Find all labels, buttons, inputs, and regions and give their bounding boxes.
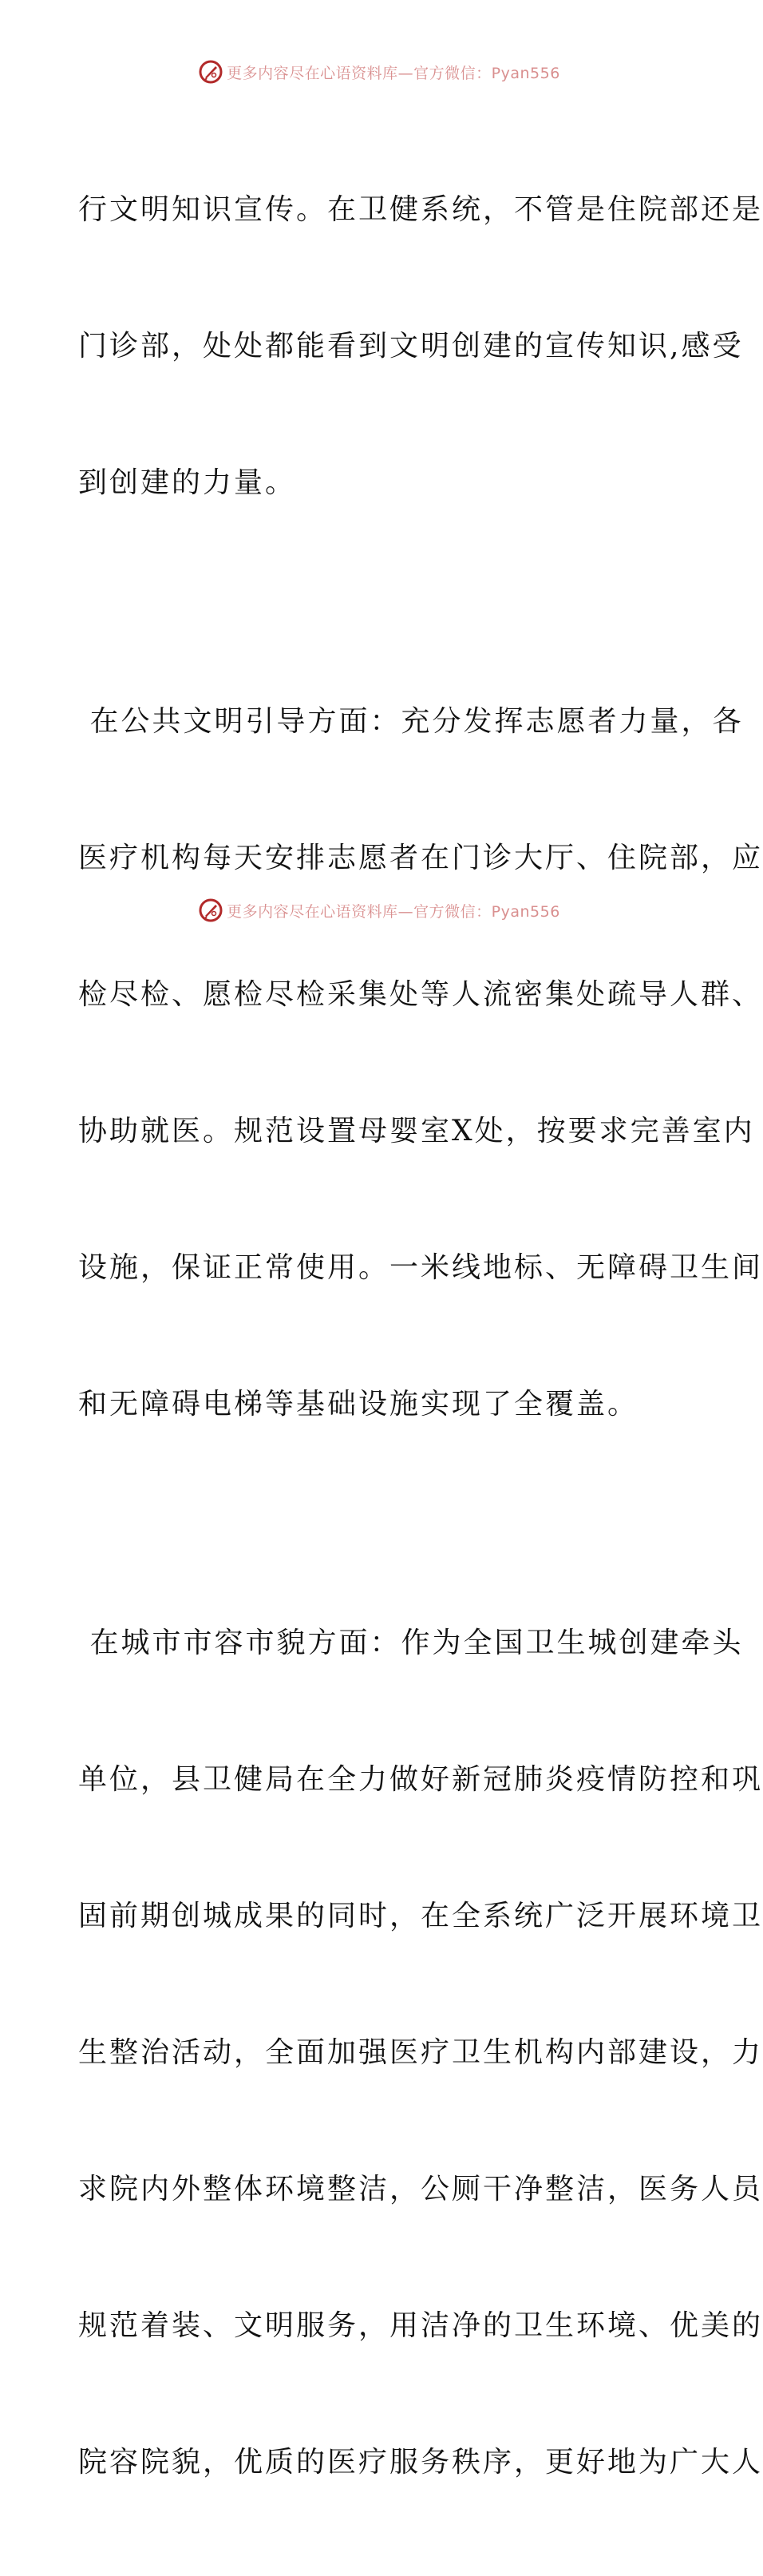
text-line: 设施，保证正常使用。一米线地标、无障碍卫生间 — [78, 1251, 763, 1284]
paragraph-3 — [78, 1529, 763, 2576]
text-line: 求院内外整体环境整洁，公厕干净整洁，医务人员 — [78, 2173, 763, 2205]
text-line: 在城市市容市貌方面：作为全国卫生城创建牵头 — [78, 1627, 744, 1659]
text-line: 和无障碍电梯等基础设施实现了全覆盖。 — [78, 1388, 639, 1421]
text-line: 医疗机构每天安排志愿者在门诊大厅、住院部，应 — [78, 842, 763, 874]
text-line: 协助就医。规范设置母婴室X处，按要求完善室内 — [78, 1115, 755, 1147]
document-body — [78, 96, 763, 2576]
text-line: 到创建的力量。 — [78, 466, 297, 499]
text-line: 生整治活动，全面加强医疗卫生机构内部建设，力 — [78, 2036, 763, 2069]
text-line: 在公共文明引导方面：充分发挥志愿者力量，各 — [78, 705, 744, 738]
feather-pen-logo-icon — [198, 898, 223, 923]
text-line: 行文明知识宣传。在卫健系统，不管是住院部还是 — [78, 193, 763, 226]
text-line: 院容院貌，优质的医疗服务秩序，更好地为广大人 — [78, 2446, 763, 2479]
text-line: 固前期创城成果的同时，在全系统广泛开展环境卫 — [78, 1900, 763, 1932]
paragraph-1 — [78, 96, 763, 596]
footer-watermark-text: 更多内容尽在心语资料库—官方微信：Pyan556 — [227, 902, 560, 921]
header-watermark-banner — [0, 58, 758, 85]
text-line: 规范着装、文明服务，用洁净的卫生环境、优美的 — [78, 2309, 763, 2342]
feather-pen-logo-icon — [198, 59, 223, 85]
text-line: 门诊部，处处都能看到文明创建的宣传知识,感受 — [78, 330, 744, 363]
text-line: 单位，县卫健局在全力做好新冠肺炎疫情防控和巩 — [78, 1763, 763, 1796]
text-line: 检尽检、愿检尽检采集处等人流密集处疏导人群、 — [78, 978, 763, 1011]
paragraph-2 — [78, 608, 763, 1518]
header-watermark-text: 更多内容尽在心语资料库—官方微信：Pyan556 — [227, 64, 560, 82]
footer-watermark-banner — [0, 897, 758, 924]
